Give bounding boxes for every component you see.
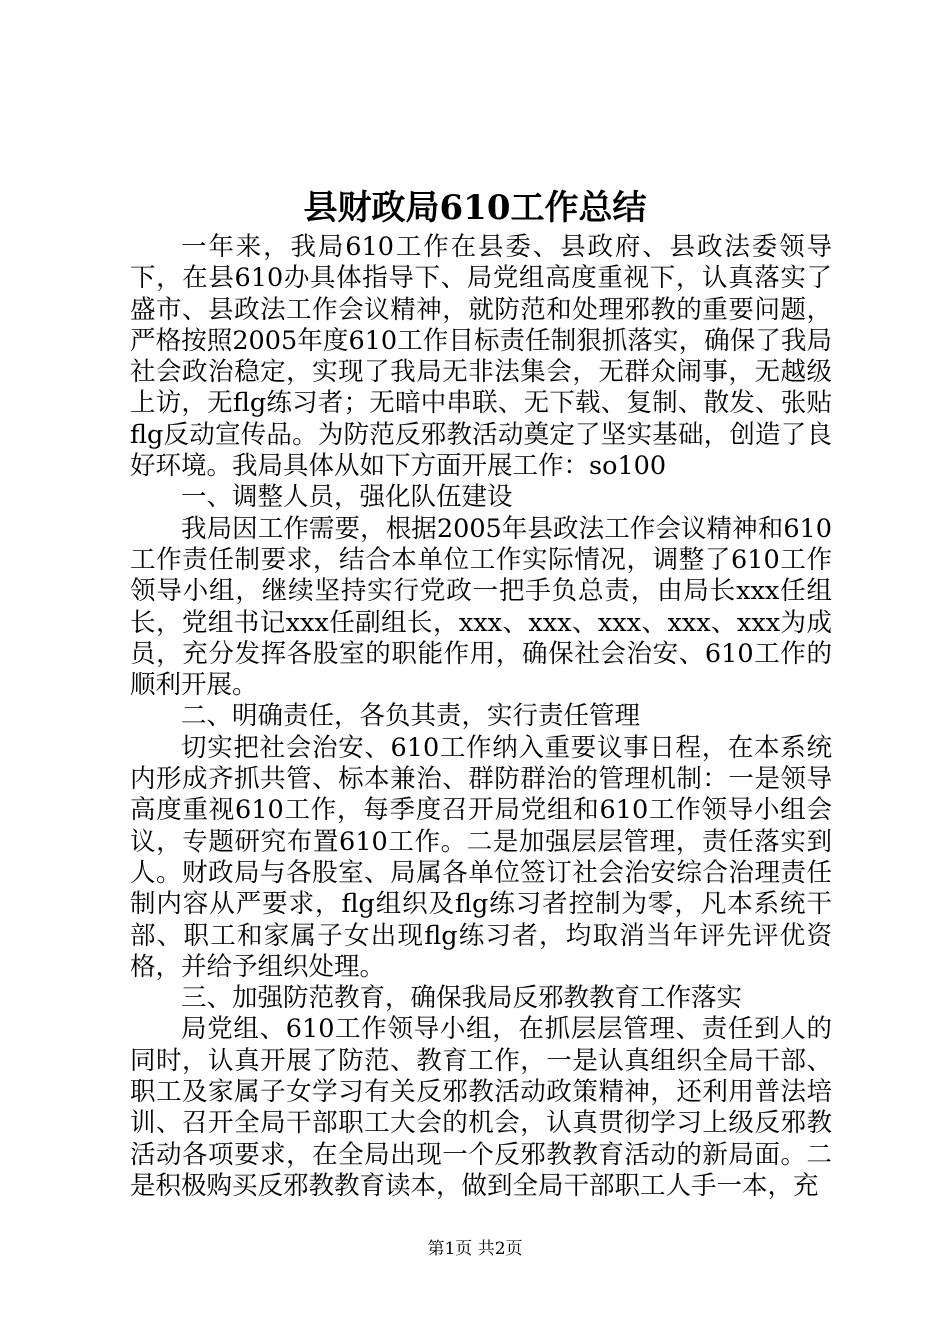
page-footer: 第1页 共2页 <box>427 1239 523 1259</box>
section-2-paragraph: 切实把社会治安、610工作纳入重要议事日程，在本系统内形成齐抓共管、标本兼治、群防群治的管理机制：一是领导高度重视610工作，每季度召开局党组和610工作领导小组会议，专题研究布置610工作。二是加强层层管理，责任落实到人。财政局与各股室、局属各单位签订社会治安综合治理责任制内容从严要求，flg组织及flg练习者控制为零，凡本系统干部、职工和家属子女出现flg练习者，均取消当年评先评优资格，并给予组织处理。 <box>130 732 832 982</box>
section-heading-1: 一、调整人员，强化队伍建设 <box>181 482 513 513</box>
section-3-paragraph: 局党组、610工作领导小组，在抓层层管理、责任到人的同时，认真开展了防范、教育工作，一是认真组织全局干部、职工及家属子女学习有关反邪教活动政策精神，还利用普法培训、召开全局干部职工大会的机会，认真贯彻学习上级反邪教活动各项要求，在全局出现一个反邪教教育活动的新局面。二是积极购买反邪教教育读本，做到全局干部职工人手一本，充 <box>130 1014 832 1201</box>
section-heading-2: 二、明确责任，各负其责，实行责任管理 <box>181 701 641 732</box>
section-heading-3: 三、加强防范教育，确保我局反邪教教育工作落实 <box>181 983 743 1014</box>
section-1-paragraph: 我局因工作需要，根据2005年县政法工作会议精神和610工作责任制要求，结合本单位工作实际情况，调整了610工作领导小组，继续坚持实行党政一把手负总责，由局长xxx任组长，党组书记xxx任副组长，xxx、xxx、xxx、xxx、xxx为成员，充分发挥各股室的职能作用，确保社会治安、610工作的顺利开展。 <box>130 513 832 701</box>
document-body <box>130 232 832 1202</box>
page-title: 县财政局610工作总结 <box>303 188 647 228</box>
intro-paragraph: 一年来，我局610工作在县委、县政府、县政法委领导下，在县610办具体指导下、局党组高度重视下，认真落实了盛市、县政法工作会议精神，就防范和处理邪教的重要问题，严格按照2005年度610工作目标责任制狠抓落实，确保了我局社会政治稳定，实现了我局无非法集会，无群众闹事，无越级上访，无flg练习者；无暗中串联、无下载、复制、散发、张贴flg反动宣传品。为防范反邪教活动奠定了坚实基础，创造了良好环境。我局具体从如下方面开展工作：so100 <box>130 232 832 482</box>
